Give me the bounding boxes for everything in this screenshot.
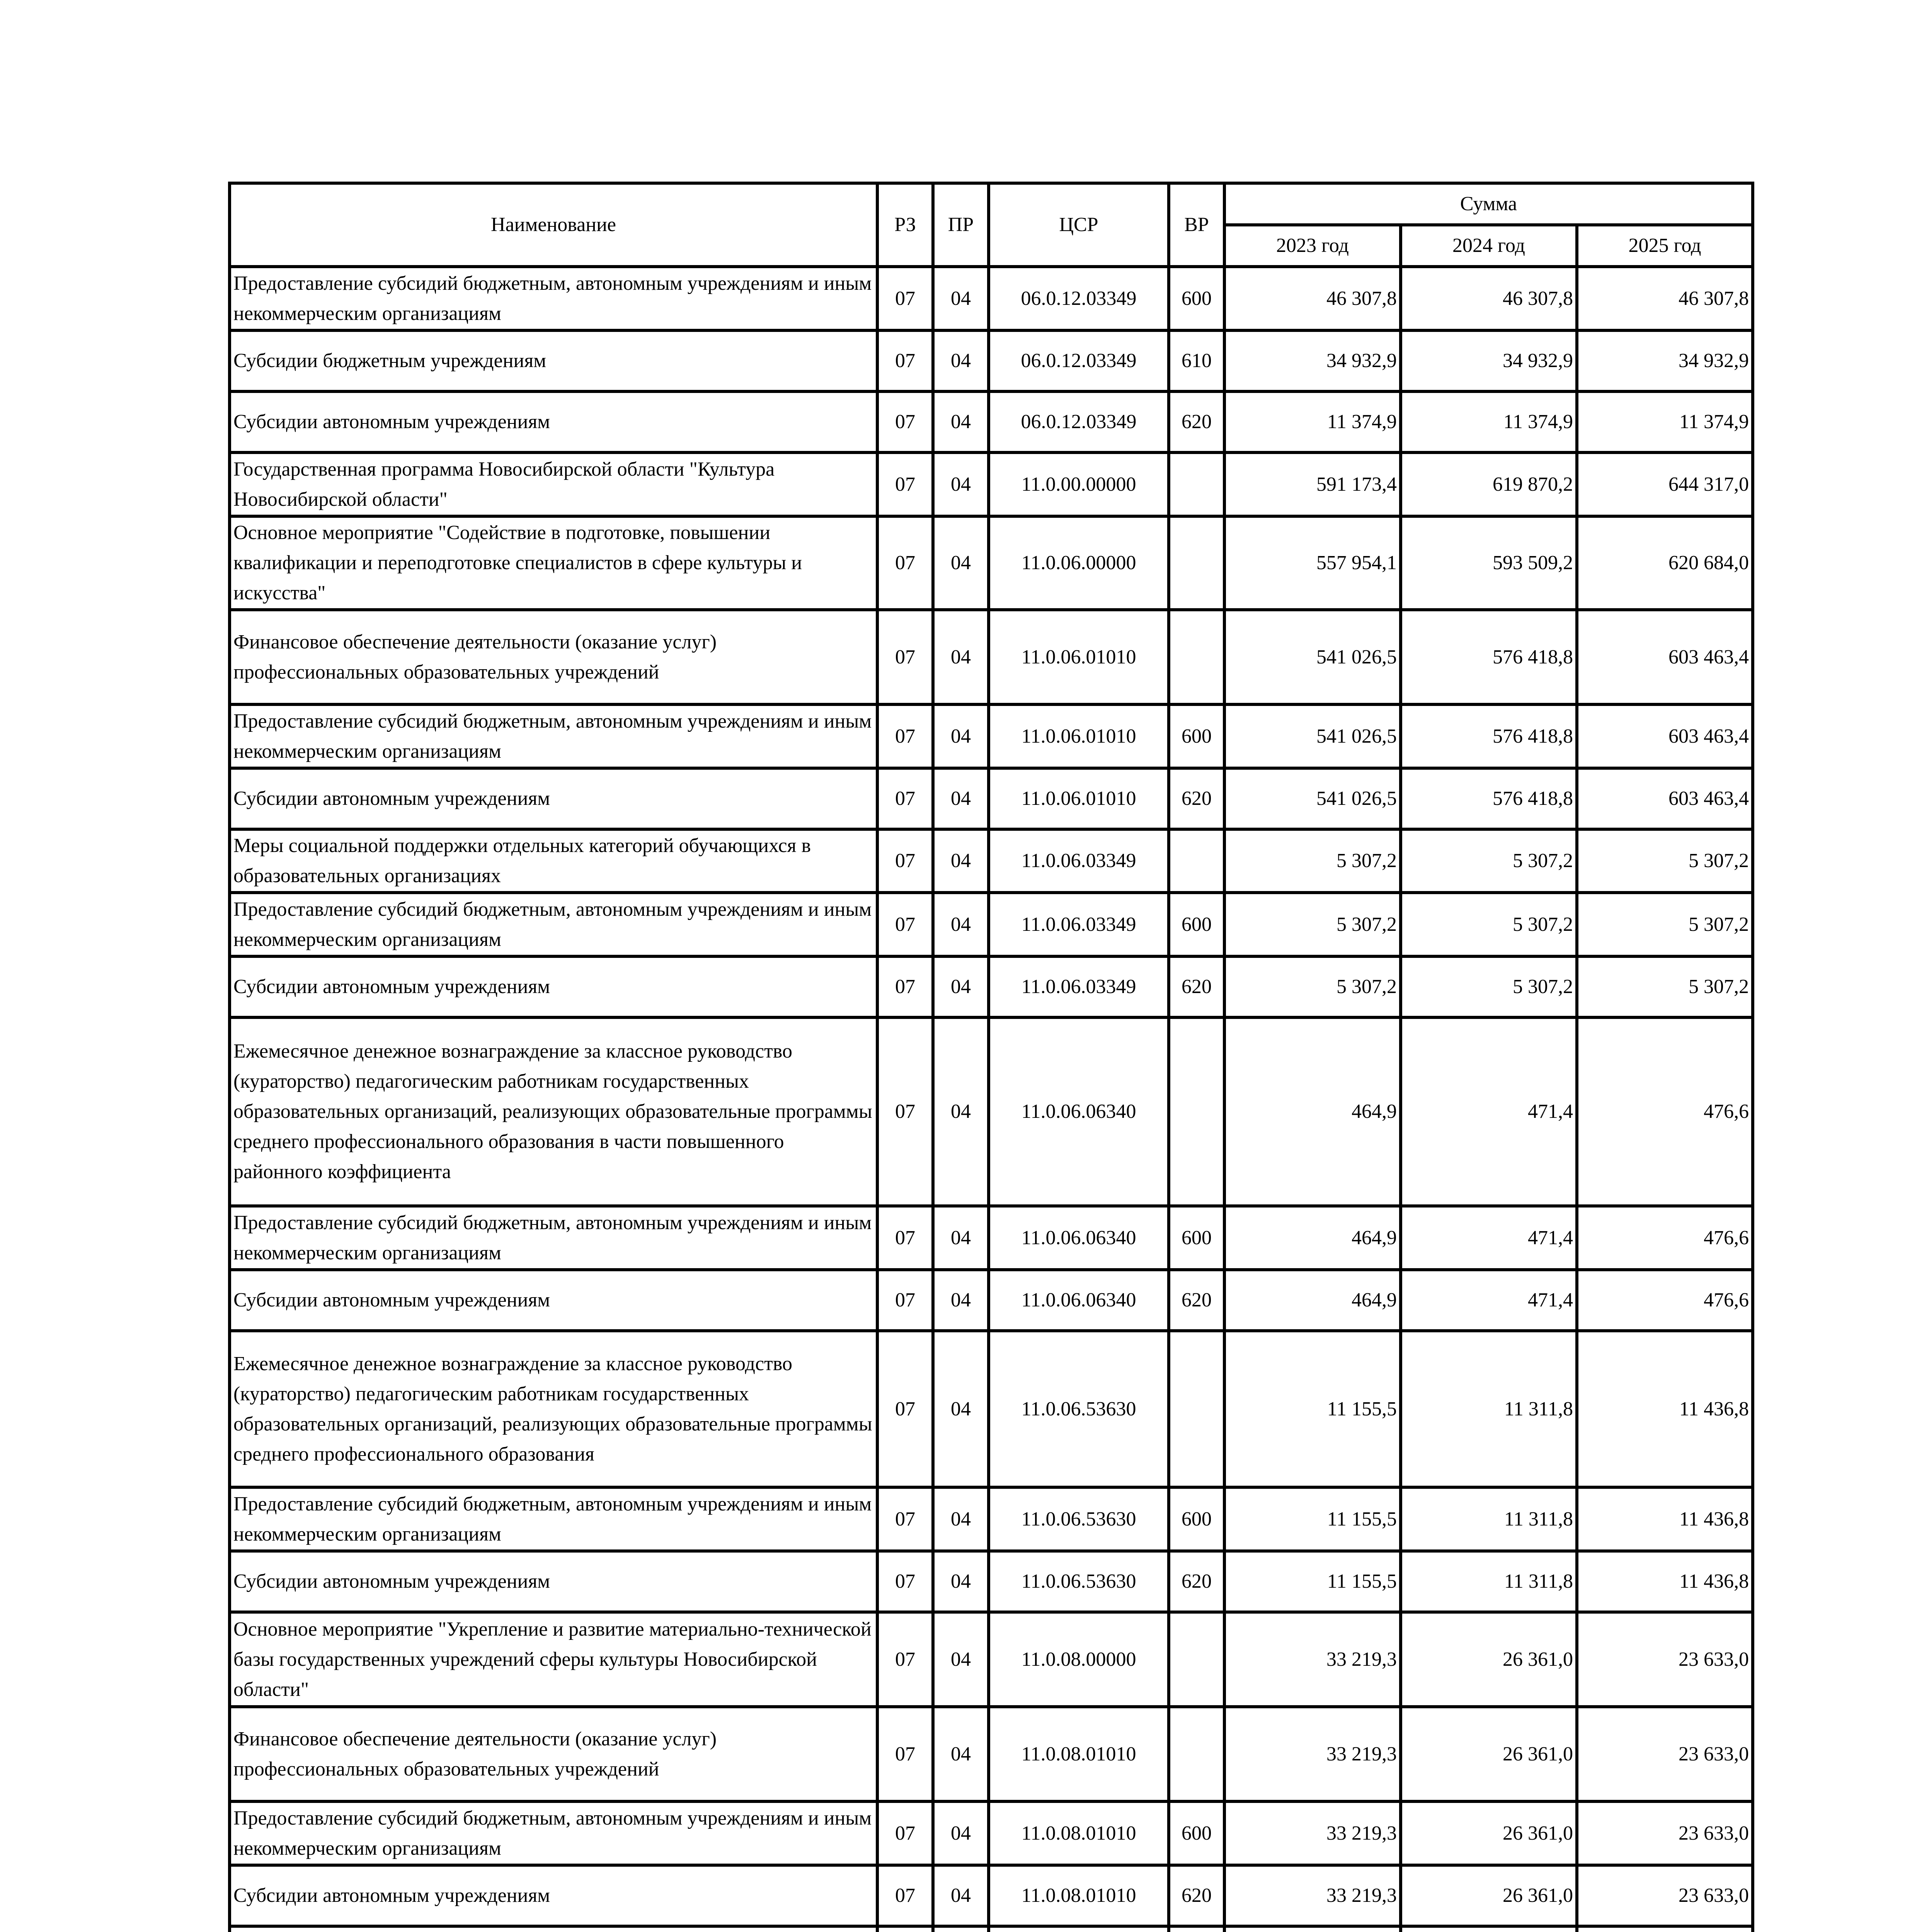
- cell-pr: 04: [933, 1331, 989, 1487]
- cell-rz: [877, 1926, 933, 1932]
- cell-rz: 07: [877, 452, 933, 516]
- cell-pr: 04: [933, 1865, 989, 1926]
- cell-2025: 11 374,9: [1577, 391, 1753, 452]
- cell-2024: 5 307,2: [1401, 829, 1577, 893]
- cell-name: Предоставление субсидий бюджетным, автономным учреждениям и иным некоммерческим организациям: [230, 1801, 877, 1865]
- cell-2023: [1224, 1926, 1401, 1932]
- table-row: [230, 391, 1753, 452]
- cell-csr: 11.0.08.01010: [989, 1707, 1169, 1801]
- cell-name: Субсидии автономным учреждениям: [230, 1865, 877, 1926]
- cell-rz: 07: [877, 391, 933, 452]
- cell-2025: 603 463,4: [1577, 610, 1753, 704]
- cell-2025: 476,6: [1577, 1270, 1753, 1331]
- cell-pr: 04: [933, 1612, 989, 1707]
- table-row: [230, 1612, 1753, 1707]
- cell-vr: 620: [1169, 1551, 1224, 1612]
- header-rz: РЗ: [877, 183, 933, 267]
- cell-name: Субсидии автономным учреждениям: [230, 391, 877, 452]
- cell-name: Предоставление субсидий бюджетным, автономным учреждениям и иным некоммерческим организациям: [230, 267, 877, 330]
- cell-name: Государственная программа Новосибирской области "Культура Новосибирской области": [230, 452, 877, 516]
- cell-2025: 603 463,4: [1577, 704, 1753, 768]
- cell-vr: 600: [1169, 267, 1224, 330]
- cell-2024: 471,4: [1401, 1017, 1577, 1206]
- cell-2025: 11 436,8: [1577, 1551, 1753, 1612]
- table-row: [230, 610, 1753, 704]
- cell-name: Основное мероприятие "Укрепление и развитие материально-технической базы государственных учреждений сферы культуры Новосибирской области": [230, 1612, 877, 1707]
- cell-vr: [1169, 610, 1224, 704]
- cell-name: Финансовое обеспечение деятельности (оказание услуг) профессиональных образовательных учреждений: [230, 610, 877, 704]
- cell-2025: 23 633,0: [1577, 1865, 1753, 1926]
- cell-2023: 591 173,4: [1224, 452, 1401, 516]
- table-body: [230, 267, 1753, 1932]
- cell-pr: [933, 1926, 989, 1932]
- cell-2025: 34 932,9: [1577, 330, 1753, 391]
- cell-vr: [1169, 516, 1224, 610]
- cell-2025: 11 436,8: [1577, 1331, 1753, 1487]
- cell-rz: 07: [877, 1331, 933, 1487]
- table-row: [230, 330, 1753, 391]
- cell-rz: 07: [877, 1865, 933, 1926]
- cell-2024: 34 932,9: [1401, 330, 1577, 391]
- cell-vr: 620: [1169, 768, 1224, 829]
- header-sum: Сумма: [1224, 183, 1753, 225]
- cell-2024: 576 418,8: [1401, 610, 1577, 704]
- cell-2023: 11 155,5: [1224, 1331, 1401, 1487]
- cell-rz: 07: [877, 1270, 933, 1331]
- cell-vr: [1169, 1612, 1224, 1707]
- cell-rz: 07: [877, 768, 933, 829]
- cell-2025: 23 633,0: [1577, 1801, 1753, 1865]
- cell-vr: [1169, 452, 1224, 516]
- cell-csr: [989, 1926, 1169, 1932]
- cell-name: Субсидии автономным учреждениям: [230, 1270, 877, 1331]
- cell-2025: 603 463,4: [1577, 768, 1753, 829]
- cell-2024: 576 418,8: [1401, 768, 1577, 829]
- cell-2024: 5 307,2: [1401, 956, 1577, 1017]
- header-vr: ВР: [1169, 183, 1224, 267]
- cell-name: Ежемесячное денежное вознаграждение за классное руководство (кураторство) педагогическим работникам государственных образовательных организаций, реализующих образовательные программы среднего профессионального образования в части повышенного районного коэффициента: [230, 1017, 877, 1206]
- cell-rz: 07: [877, 267, 933, 330]
- table-row: [230, 704, 1753, 768]
- cell-name: Предоставление субсидий бюджетным, автономным учреждениям и иным некоммерческим организациям: [230, 893, 877, 956]
- cell-2025: 5 307,2: [1577, 893, 1753, 956]
- cell-csr: 11.0.00.00000: [989, 452, 1169, 516]
- cell-2023: 541 026,5: [1224, 704, 1401, 768]
- cell-rz: 07: [877, 1017, 933, 1206]
- header-year-2023: 2023 год: [1224, 225, 1401, 267]
- cell-rz: 07: [877, 829, 933, 893]
- cell-pr: 04: [933, 1017, 989, 1206]
- cell-vr: 600: [1169, 1206, 1224, 1270]
- cell-csr: 11.0.06.06340: [989, 1270, 1169, 1331]
- cell-pr: 04: [933, 610, 989, 704]
- table-row: [230, 1206, 1753, 1270]
- cell-2024: 26 361,0: [1401, 1707, 1577, 1801]
- cell-csr: 11.0.06.01010: [989, 704, 1169, 768]
- header-year-2025: 2025 год: [1577, 225, 1753, 267]
- cell-vr: 600: [1169, 704, 1224, 768]
- cell-csr: 11.0.06.53630: [989, 1551, 1169, 1612]
- cell-csr: 06.0.12.03349: [989, 267, 1169, 330]
- cell-name: Меры социальной поддержки отдельных категорий обучающихся в образовательных организациях: [230, 829, 877, 893]
- cell-pr: 04: [933, 1551, 989, 1612]
- table-row: [230, 1865, 1753, 1926]
- cell-vr: 620: [1169, 391, 1224, 452]
- header-year-2024: 2024 год: [1401, 225, 1577, 267]
- cell-2024: 46 307,8: [1401, 267, 1577, 330]
- cell-vr: 600: [1169, 1801, 1224, 1865]
- table-row: [230, 1707, 1753, 1801]
- cell-2024: 26 361,0: [1401, 1612, 1577, 1707]
- cell-vr: 620: [1169, 956, 1224, 1017]
- cell-pr: 04: [933, 452, 989, 516]
- cell-2025: 23 633,0: [1577, 1707, 1753, 1801]
- cell-2024: 471,4: [1401, 1206, 1577, 1270]
- cell-2025: 5 307,2: [1577, 956, 1753, 1017]
- cell-pr: 04: [933, 1487, 989, 1551]
- header-pr: ПР: [933, 183, 989, 267]
- cell-2024: 593 509,2: [1401, 516, 1577, 610]
- cell-csr: 11.0.06.03349: [989, 956, 1169, 1017]
- cell-rz: 07: [877, 330, 933, 391]
- header-csr: ЦСР: [989, 183, 1169, 267]
- cell-csr: 06.0.12.03349: [989, 330, 1169, 391]
- cell-name: Субсидии автономным учреждениям: [230, 1551, 877, 1612]
- cell-csr: 11.0.06.01010: [989, 768, 1169, 829]
- cell-2023: 464,9: [1224, 1206, 1401, 1270]
- table-row: [230, 267, 1753, 330]
- cell-vr: [1169, 829, 1224, 893]
- table-row: [230, 1331, 1753, 1487]
- table-row: [230, 1551, 1753, 1612]
- cell-2024: 11 374,9: [1401, 391, 1577, 452]
- cell-vr: 620: [1169, 1865, 1224, 1926]
- cell-name: Основное мероприятие "Содействие в подготовке, повышении квалификации и переподготовке специалистов в сфере культуры и искусства": [230, 516, 877, 610]
- cell-pr: 04: [933, 1707, 989, 1801]
- cell-csr: 11.0.06.53630: [989, 1331, 1169, 1487]
- cell-vr: [1169, 1926, 1224, 1932]
- cell-2025: 644 317,0: [1577, 452, 1753, 516]
- cell-2024: 26 361,0: [1401, 1801, 1577, 1865]
- cell-name: Предоставление субсидий бюджетным, автономным учреждениям и иным некоммерческим организациям: [230, 704, 877, 768]
- cell-rz: 07: [877, 893, 933, 956]
- cell-csr: 11.0.08.00000: [989, 1612, 1169, 1707]
- cell-2024: 26 361,0: [1401, 1865, 1577, 1926]
- cell-pr: 04: [933, 956, 989, 1017]
- table-row: [230, 1017, 1753, 1206]
- cell-csr: 11.0.06.03349: [989, 829, 1169, 893]
- cell-2024: 619 870,2: [1401, 452, 1577, 516]
- cell-pr: 04: [933, 267, 989, 330]
- header-name: Наименование: [230, 183, 877, 267]
- cell-2023: 33 219,3: [1224, 1707, 1401, 1801]
- cell-2025: 11 436,8: [1577, 1487, 1753, 1551]
- cell-csr: 11.0.08.01010: [989, 1801, 1169, 1865]
- table-row: [230, 829, 1753, 893]
- cell-vr: [1169, 1707, 1224, 1801]
- cell-2024: [1401, 1926, 1577, 1932]
- cell-2023: 5 307,2: [1224, 956, 1401, 1017]
- cell-pr: 04: [933, 1801, 989, 1865]
- cell-2024: 5 307,2: [1401, 893, 1577, 956]
- cell-pr: 04: [933, 704, 989, 768]
- cell-2025: [1577, 1926, 1753, 1932]
- cell-2023: 11 155,5: [1224, 1551, 1401, 1612]
- cell-2023: 46 307,8: [1224, 267, 1401, 330]
- cell-csr: 11.0.06.06340: [989, 1017, 1169, 1206]
- cell-rz: 07: [877, 1707, 933, 1801]
- cell-name: Субсидии бюджетным учреждениям: [230, 330, 877, 391]
- cell-2023: 33 219,3: [1224, 1612, 1401, 1707]
- cell-rz: 07: [877, 610, 933, 704]
- cell-rz: 07: [877, 956, 933, 1017]
- cell-csr: 11.0.06.00000: [989, 516, 1169, 610]
- budget-table: [228, 182, 1754, 1932]
- cell-2023: 11 374,9: [1224, 391, 1401, 452]
- cell-csr: 11.0.06.06340: [989, 1206, 1169, 1270]
- cell-csr: 11.0.06.53630: [989, 1487, 1169, 1551]
- cell-pr: 04: [933, 829, 989, 893]
- cell-csr: 11.0.06.01010: [989, 610, 1169, 704]
- cell-2023: 34 932,9: [1224, 330, 1401, 391]
- cell-rz: 07: [877, 1612, 933, 1707]
- cell-csr: 06.0.12.03349: [989, 391, 1169, 452]
- cell-2025: 46 307,8: [1577, 267, 1753, 330]
- cell-2024: 471,4: [1401, 1270, 1577, 1331]
- cell-2023: 11 155,5: [1224, 1487, 1401, 1551]
- cell-2024: 11 311,8: [1401, 1487, 1577, 1551]
- cell-2023: 5 307,2: [1224, 829, 1401, 893]
- cell-2023: 541 026,5: [1224, 610, 1401, 704]
- cell-pr: 04: [933, 516, 989, 610]
- cell-rz: 07: [877, 1487, 933, 1551]
- table-row: [230, 1487, 1753, 1551]
- table-row: [230, 956, 1753, 1017]
- cell-pr: 04: [933, 1206, 989, 1270]
- cell-vr: 610: [1169, 330, 1224, 391]
- cell-pr: 04: [933, 893, 989, 956]
- table-row: [230, 1926, 1753, 1932]
- table-row: [230, 768, 1753, 829]
- cell-name: Субсидии автономным учреждениям: [230, 768, 877, 829]
- cell-2025: 620 684,0: [1577, 516, 1753, 610]
- cell-csr: 11.0.06.03349: [989, 893, 1169, 956]
- cell-2025: 5 307,2: [1577, 829, 1753, 893]
- table-row: [230, 1801, 1753, 1865]
- cell-csr: 11.0.08.01010: [989, 1865, 1169, 1926]
- cell-rz: 07: [877, 1551, 933, 1612]
- cell-2025: 476,6: [1577, 1206, 1753, 1270]
- cell-2023: 557 954,1: [1224, 516, 1401, 610]
- cell-name: [230, 1926, 877, 1932]
- cell-pr: 04: [933, 391, 989, 452]
- cell-pr: 04: [933, 330, 989, 391]
- cell-2024: 11 311,8: [1401, 1551, 1577, 1612]
- cell-rz: 07: [877, 704, 933, 768]
- cell-2025: 476,6: [1577, 1017, 1753, 1206]
- cell-pr: 04: [933, 768, 989, 829]
- cell-2024: 11 311,8: [1401, 1331, 1577, 1487]
- cell-2025: 23 633,0: [1577, 1612, 1753, 1707]
- table-row: [230, 893, 1753, 956]
- cell-rz: 07: [877, 1206, 933, 1270]
- cell-name: Предоставление субсидий бюджетным, автономным учреждениям и иным некоммерческим организациям: [230, 1487, 877, 1551]
- table-row: [230, 1270, 1753, 1331]
- cell-vr: 600: [1169, 893, 1224, 956]
- table-row: [230, 452, 1753, 516]
- cell-pr: 04: [933, 1270, 989, 1331]
- cell-2023: 33 219,3: [1224, 1865, 1401, 1926]
- cell-name: Ежемесячное денежное вознаграждение за классное руководство (кураторство) педагогическим работникам государственных образовательных организаций, реализующих образовательные программы среднего профессионального образования: [230, 1331, 877, 1487]
- cell-rz: 07: [877, 516, 933, 610]
- cell-2023: 541 026,5: [1224, 768, 1401, 829]
- cell-name: Финансовое обеспечение деятельности (оказание услуг) профессиональных образовательных учреждений: [230, 1707, 877, 1801]
- cell-2023: 5 307,2: [1224, 893, 1401, 956]
- cell-2023: 464,9: [1224, 1017, 1401, 1206]
- cell-2023: 464,9: [1224, 1270, 1401, 1331]
- cell-vr: [1169, 1331, 1224, 1487]
- cell-vr: [1169, 1017, 1224, 1206]
- table-row: [230, 516, 1753, 610]
- cell-2023: 33 219,3: [1224, 1801, 1401, 1865]
- cell-vr: 600: [1169, 1487, 1224, 1551]
- cell-vr: 620: [1169, 1270, 1224, 1331]
- cell-rz: 07: [877, 1801, 933, 1865]
- cell-name: Субсидии автономным учреждениям: [230, 956, 877, 1017]
- cell-2024: 576 418,8: [1401, 704, 1577, 768]
- cell-name: Предоставление субсидий бюджетным, автономным учреждениям и иным некоммерческим организациям: [230, 1206, 877, 1270]
